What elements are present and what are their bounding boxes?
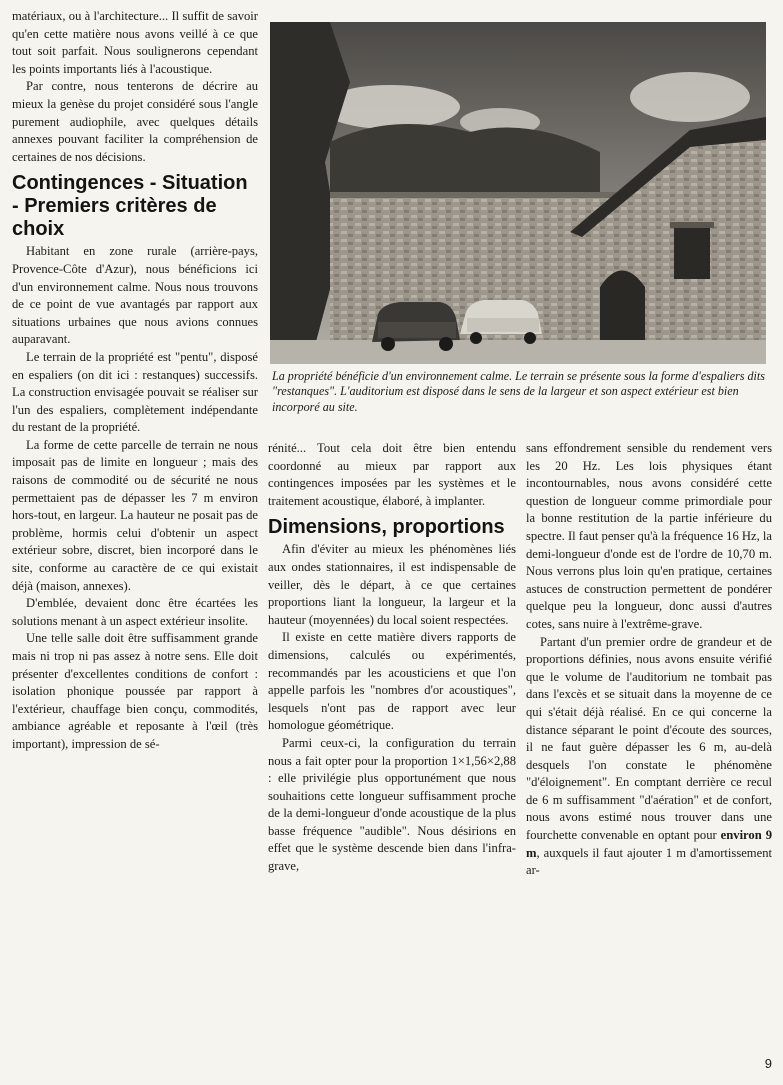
text-run: Partant d'un premier ordre de grandeur et de proportions définies, nous avons ensuite vérifié que le volume de l'auditorium ne tombait pas dans l'excès et se situait dans la moyenne de ce qui s'était déjà réalisé. En ce qui concerne la distance séparant le point d'écoute des sources, il ne faut guère dépasser les 6 m, au-delà desquels l'on constate le phénomène "d'éloignement". En comptant derrière ce recul de 6 m suffisamment "d'aération" et de confort, nous avons estimé nous trouver dans une fourchette convenable en optant pour: [526, 634, 772, 843]
section-heading: Contingences - Situation - Premiers critères de choix: [12, 172, 248, 241]
section-heading: Dimensions, proportions: [268, 516, 505, 539]
emphasis: environ 9 m: [526, 828, 772, 860]
property-photo: [270, 22, 766, 364]
photo-illustration: [270, 22, 766, 364]
paragraph: Une telle salle doit être suffisamment grande mais ni trop ni pas assez à notre sens. Elle doit présenter d'excellentes conditions de confort : isolation phonique poussée par rapport à l'extérieur, chauffage bien conçu, commodités, ambiance agréable et reposante à l'œil (très important), impression de sé-: [12, 631, 258, 751]
paragraph: D'emblée, devaient donc être écartées les solutions menant à un aspect extérieur insolite.: [12, 596, 258, 628]
paragraph: Afin d'éviter au mieux les phénomènes liés aux ondes stationnaires, il est indispensable de veiller, dès le départ, à ce que certaines proportions liant la longueur, la largeur et la hauteur (moyennées) du local soient respectées.: [268, 542, 516, 627]
paragraph: matériaux, ou à l'architecture... Il suffit de savoir qu'en cette matière nous avons veillé à ce que tout soit parfait. Nous soulignerons cependant les points importants liés à l'acoustique.: [12, 9, 258, 76]
paragraph: Habitant en zone rurale (arrière-pays, Provence-Côte d'Azur), nous bénéficions ici d'un environnement calme. Nous nous trouvons de ce point de vue avantagés par rapport aux situations urbaines que nous avions connues auparavant.: [12, 244, 258, 347]
text-run: , auxquels il faut ajouter 1 m d'amortissement ar-: [526, 845, 772, 878]
column-right: [526, 440, 772, 880]
column-middle: [268, 440, 516, 876]
paragraph: Parmi ceux-ci, la configuration du terrain nous a fait opter pour la proportion 1×1,56×2,88 : elle privilégie plus opportunément que nous souhaitions cette longueur suffisamment proche de la demi-longueur d'onde acoustique de la plus basse fréquence "audible". Nous désirions en effet que le système descende bien dans l'infra-grave,: [268, 735, 516, 874]
paragraph: La forme de cette parcelle de terrain ne nous imposait pas de limite en longueur ; mais des raisons de commodité ou de sécurité ne nous permettaient pas de dépasser les 7 m environ hors-tout, en largeur. La hauteur ne posait pas de problème, hormis celui d'obtenir un aspect extérieur sobre, discret, bien incorporé dans le site, conforme au caractère de ce qui existait déjà (maison, annexes).: [12, 437, 258, 593]
paragraph: sans effondrement sensible du rendement vers les 20 Hz. Les lois physiques étant incontournables, nous avons considéré cette question de longueur comme primordiale pour la bonne restitution de la partie inférieure du spectre. Il faut penser qu'à la fréquence 16 Hz, la demi-longueur d'onde est de l'ordre de 10,70 m. Nous verrons plus loin qu'en pratique, certaines astuces de construction permettent de pondérer quelque peu la longueur, donc aussi d'autres cotes, sans nuire à l'extrême-grave.: [526, 441, 772, 631]
paragraph: [526, 634, 772, 880]
paragraph: Par contre, nous tenterons de décrire au mieux la genèse du projet considéré sous l'angle purement audiophile, avec quelques détails annexes pouvant faciliter la compréhension de certaines de nos décisions.: [12, 79, 258, 164]
paragraph: rénité... Tout cela doit être bien entendu coordonné au mieux par rapport aux contingences imposées par les systèmes et le traitement acoustique, élaboré, à implanter.: [268, 441, 516, 508]
column-left: [12, 8, 258, 754]
paragraph: Il existe en cette matière divers rapports de dimensions, calculés ou expérimentés, recommandés par les acousticiens et que l'on appelle parfois les "nombres d'or acoustiques", lesquels n'ont pas de rapport avec leur homologue géométrique.: [268, 630, 516, 733]
photo-caption: La propriété bénéficie d'un environnement calme. Le terrain se présente sous la forme d'espaliers dits "restanques". L'auditorium est disposé dans le sens de la largeur et son aspect extérieur est bien incorporé au site.: [272, 369, 765, 414]
paragraph: Le terrain de la propriété est "pentu", disposé en espaliers (on dit ici : restanques) successifs. La construction envisagée pouvait se réaliser sur l'un des espaliers, complètement indépendante du restant de la propriété.: [12, 349, 258, 435]
page-number: 9: [764, 1056, 772, 1071]
